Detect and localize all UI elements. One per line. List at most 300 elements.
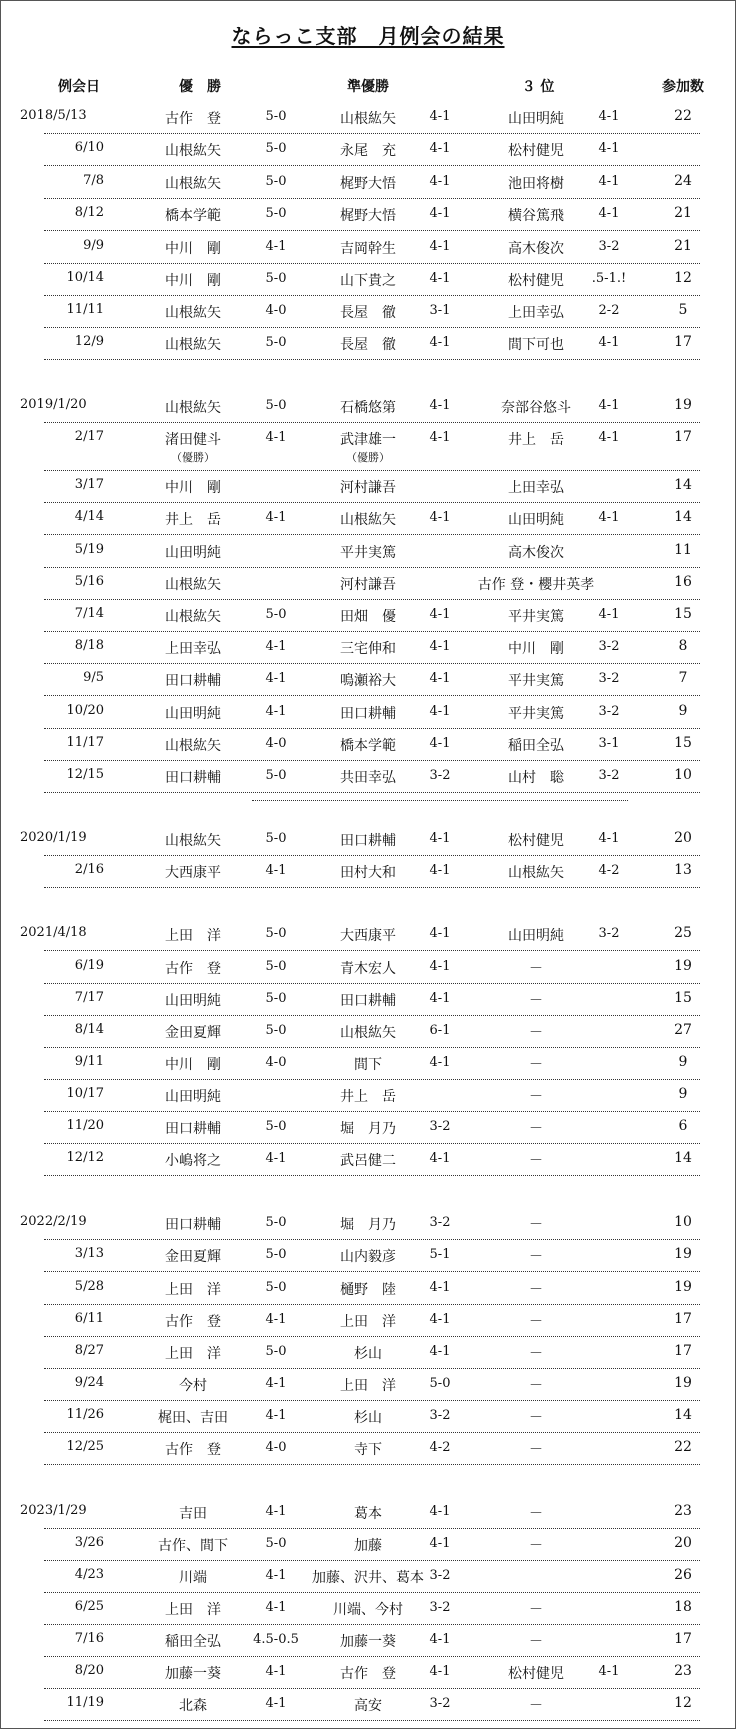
runner-up-name: 三宅伸和 xyxy=(340,641,396,657)
row-date: 12/12 xyxy=(66,1150,104,1165)
winner-score: 5-0 xyxy=(265,1536,287,1551)
runner-up-name: 永尾 充 xyxy=(340,143,396,159)
row-divider xyxy=(44,198,700,199)
participant-count: 19 xyxy=(674,1375,692,1391)
runner-up-score: 4-1 xyxy=(429,704,451,719)
winner-name: 山根紘矢 xyxy=(165,577,221,593)
runner-up-name: 上田 洋 xyxy=(340,1378,396,1394)
row-divider xyxy=(44,695,700,696)
winner-score: 5-0 xyxy=(265,926,287,941)
row-divider xyxy=(44,359,700,360)
header-date: 例会日 xyxy=(58,79,100,95)
row-date: 4/14 xyxy=(74,509,104,524)
runner-up-name: 田畑 優 xyxy=(340,609,396,625)
row-date: 2022/2/19 xyxy=(20,1214,87,1229)
row-date: 11/11 xyxy=(66,302,104,317)
third-place-score: 4-2 xyxy=(598,863,620,878)
row-divider xyxy=(44,1143,700,1144)
participant-count: 17 xyxy=(674,1343,692,1359)
runner-up-score: 4-1 xyxy=(429,607,451,622)
runner-up-score: 4-1 xyxy=(429,271,451,286)
row-divider xyxy=(44,1592,700,1593)
winner-score: 4-1 xyxy=(265,1151,287,1166)
runner-up-score: 4-1 xyxy=(429,141,451,156)
third-place-name: － xyxy=(529,1378,543,1394)
winner-score: 4-1 xyxy=(265,1696,287,1711)
winner-name: 金田夏輝 xyxy=(165,1025,221,1041)
runner-up-name: 古作 登 xyxy=(340,1666,396,1682)
header-second: 準優勝 xyxy=(347,79,389,95)
winner-score: 4-0 xyxy=(265,1055,287,1070)
third-place-name: 井上 岳 xyxy=(508,432,564,448)
winner-score: 4-1 xyxy=(265,1504,287,1519)
winner-score: 5-0 xyxy=(265,1344,287,1359)
row-divider xyxy=(44,855,700,856)
row-date: 6/25 xyxy=(74,1599,104,1614)
runner-up-score: 5-0 xyxy=(429,1376,451,1391)
third-place-name: 平井実篤 xyxy=(508,673,564,689)
winner-name: 梶田、吉田 xyxy=(158,1410,228,1426)
row-divider xyxy=(44,1720,700,1721)
row-date: 6/19 xyxy=(74,958,104,973)
winner-name: 大西康平 xyxy=(165,865,221,881)
winner-score: 5-0 xyxy=(265,206,287,221)
winner-score: 4-1 xyxy=(265,1376,287,1391)
row-date: 8/20 xyxy=(74,1663,104,1678)
participant-count: 20 xyxy=(674,830,692,846)
row-divider xyxy=(44,887,700,888)
row-divider xyxy=(44,534,700,535)
participant-count: 26 xyxy=(674,1567,692,1583)
header-third: ３ 位 xyxy=(521,79,555,95)
third-place-name: － xyxy=(529,993,543,1009)
runner-up-name: 高安 xyxy=(354,1698,382,1714)
third-place-score: 4-1 xyxy=(598,335,620,350)
participant-count: 17 xyxy=(674,334,692,350)
winner-name: 山根紘矢 xyxy=(165,305,221,321)
row-date: 2023/1/29 xyxy=(20,1503,87,1518)
row-divider xyxy=(44,230,700,231)
winner-score: 5-0 xyxy=(265,398,287,413)
winner-score: 4.5-0.5 xyxy=(253,1632,299,1647)
third-place-name: 平井実篤 xyxy=(508,609,564,625)
row-date: 12/15 xyxy=(66,767,104,782)
row-date: 9/9 xyxy=(83,238,104,253)
runner-up-name: 青木宏人 xyxy=(340,961,396,977)
row-date: 2/17 xyxy=(74,429,104,444)
header-first: 優 勝 xyxy=(179,79,221,95)
row-date: 12/9 xyxy=(74,334,104,349)
participant-count: 17 xyxy=(674,1311,692,1327)
participant-count: 14 xyxy=(674,509,692,525)
runner-up-score: 4-1 xyxy=(429,1312,451,1327)
winner-name: 古作、間下 xyxy=(158,1538,228,1554)
third-place-score: 4-1 xyxy=(598,831,620,846)
runner-up-name: 田口耕輔 xyxy=(340,993,396,1009)
winner-name: 川端 xyxy=(179,1570,207,1586)
participant-count: 22 xyxy=(674,1439,692,1455)
participant-count: 15 xyxy=(674,735,692,751)
row-date: 11/26 xyxy=(66,1407,104,1422)
third-place-score: 4-1 xyxy=(598,174,620,189)
row-divider xyxy=(44,1047,700,1048)
winner-score: 4-0 xyxy=(265,303,287,318)
row-divider xyxy=(44,470,700,471)
participant-count: 21 xyxy=(674,205,692,221)
winner-note: （優勝） xyxy=(171,451,215,464)
runner-up-score: 4-1 xyxy=(429,510,451,525)
third-place-score: 4-1 xyxy=(598,141,620,156)
row-divider xyxy=(44,1624,700,1625)
participant-count: 25 xyxy=(674,925,692,941)
participant-count: 7 xyxy=(678,670,688,686)
row-divider xyxy=(44,1079,700,1080)
runner-up-score: 4-1 xyxy=(429,1632,451,1647)
third-place-name: － xyxy=(529,1217,543,1233)
runner-up-name: 山根紘矢 xyxy=(340,111,396,127)
row-divider xyxy=(44,1111,700,1112)
row-date: 5/16 xyxy=(74,574,104,589)
winner-score: 5-0 xyxy=(265,1280,287,1295)
winner-score: 4-1 xyxy=(265,1600,287,1615)
runner-up-name: 間下 xyxy=(354,1057,382,1073)
row-date: 3/13 xyxy=(74,1246,104,1261)
third-place-name: 山村 聡 xyxy=(508,770,564,786)
winner-name: 山根紘矢 xyxy=(165,833,221,849)
runner-up-name: 梶野大悟 xyxy=(340,208,396,224)
row-date: 10/14 xyxy=(66,270,104,285)
third-place-name: － xyxy=(529,1314,543,1330)
row-date: 9/5 xyxy=(83,670,104,685)
third-place-name: 中川 剛 xyxy=(508,641,564,657)
third-place-score: 4-1 xyxy=(598,510,620,525)
participant-count: 10 xyxy=(674,1214,692,1230)
third-place-name: － xyxy=(529,1089,543,1105)
row-divider xyxy=(44,1560,700,1561)
runner-up-score: 4-1 xyxy=(429,1151,451,1166)
row-divider xyxy=(44,631,700,632)
winner-name: 今村 xyxy=(179,1378,207,1394)
third-place-score: 4-1 xyxy=(598,607,620,622)
winner-score: 4-0 xyxy=(265,1440,287,1455)
participant-count: 20 xyxy=(674,1535,692,1551)
participant-count: 9 xyxy=(678,1054,688,1070)
winner-score: 5-0 xyxy=(265,271,287,286)
third-place-name: － xyxy=(529,1153,543,1169)
row-date: 8/12 xyxy=(74,205,104,220)
runner-up-name: 山下貴之 xyxy=(340,273,396,289)
winner-score: 5-0 xyxy=(265,1247,287,1262)
row-divider xyxy=(44,1271,700,1272)
winner-name: 北森 xyxy=(179,1698,207,1714)
row-divider xyxy=(44,263,700,264)
third-place-name: 山田明純 xyxy=(508,512,564,528)
winner-name: 田口耕輔 xyxy=(165,1121,221,1137)
winner-score: 4-1 xyxy=(265,1664,287,1679)
third-place-name: 古作 登・櫻井英孝 xyxy=(477,577,595,593)
row-divider xyxy=(44,1432,700,1433)
row-divider xyxy=(44,1015,700,1016)
third-place-name: － xyxy=(529,1282,543,1298)
runner-up-score: 3-2 xyxy=(429,1696,451,1711)
runner-up-name: 加藤 xyxy=(354,1538,382,1554)
participant-count: 22 xyxy=(674,108,692,124)
third-place-name: 山根紘矢 xyxy=(508,865,564,881)
runner-up-name: 長屋 徹 xyxy=(340,337,396,353)
winner-score: 5-0 xyxy=(265,1023,287,1038)
third-place-name: － xyxy=(529,1249,543,1265)
runner-up-name: 武呂健二 xyxy=(340,1153,396,1169)
row-divider xyxy=(44,760,700,761)
winner-name: 山田明純 xyxy=(165,1089,221,1105)
row-date: 2019/1/20 xyxy=(20,397,87,412)
runner-up-name: 石橋悠第 xyxy=(340,400,396,416)
year-separator xyxy=(252,800,628,801)
third-place-name: 上田幸弘 xyxy=(508,480,564,496)
winner-name: 田口耕輔 xyxy=(165,770,221,786)
winner-name: 山田明純 xyxy=(165,993,221,1009)
row-divider xyxy=(44,1464,700,1465)
winner-name: 山根紘矢 xyxy=(165,400,221,416)
winner-name: 小嶋将之 xyxy=(165,1153,221,1169)
participant-count: 12 xyxy=(674,270,692,286)
runner-up-name: 河村謙吾 xyxy=(340,577,396,593)
winner-name: 上田 洋 xyxy=(165,1602,221,1618)
runner-up-score: 4-1 xyxy=(429,398,451,413)
runner-up-name: 寺下 xyxy=(354,1442,382,1458)
third-place-name: － xyxy=(529,1025,543,1041)
runner-up-name: 橋本学範 xyxy=(340,738,396,754)
runner-up-score: 4-1 xyxy=(429,991,451,1006)
participant-count: 23 xyxy=(674,1503,692,1519)
third-place-score: 3-2 xyxy=(598,239,620,254)
header-participants: 参加数 xyxy=(662,79,704,95)
winner-score: 4-1 xyxy=(265,239,287,254)
third-place-name: － xyxy=(529,961,543,977)
row-date: 3/26 xyxy=(74,1535,104,1550)
third-place-name: 松村健児 xyxy=(508,273,564,289)
participant-count: 14 xyxy=(674,1150,692,1166)
runner-up-name: 堀 月乃 xyxy=(340,1217,396,1233)
runner-up-name: 樋野 陸 xyxy=(340,1282,396,1298)
third-place-score: 3-2 xyxy=(598,639,620,654)
third-place-score: 4-1 xyxy=(598,430,620,445)
winner-score: 4-1 xyxy=(265,704,287,719)
runner-up-note: （優勝） xyxy=(346,451,390,464)
runner-up-name: 川端、今村 xyxy=(333,1602,403,1618)
third-place-score: .5-1.! xyxy=(591,271,627,286)
participant-count: 12 xyxy=(674,1695,692,1711)
runner-up-score: 3-2 xyxy=(429,1568,451,1583)
runner-up-name: 武津雄一 xyxy=(340,432,396,448)
winner-name: 山根紘矢 xyxy=(165,738,221,754)
row-divider xyxy=(44,1368,700,1369)
row-date: 9/11 xyxy=(74,1054,104,1069)
third-place-name: － xyxy=(529,1410,543,1426)
winner-name: 吉田 xyxy=(179,1506,207,1522)
winner-name: 中川 剛 xyxy=(165,241,221,257)
winner-name: 稲田全弘 xyxy=(165,1634,221,1650)
winner-name: 山根紘矢 xyxy=(165,337,221,353)
third-place-score: 3-1 xyxy=(598,736,620,751)
runner-up-score: 4-1 xyxy=(429,335,451,350)
runner-up-name: 田村大和 xyxy=(340,865,396,881)
third-place-name: 高木俊次 xyxy=(508,241,564,257)
winner-score: 5-0 xyxy=(265,607,287,622)
winner-name: 渚田健斗 xyxy=(165,432,221,448)
third-place-score: 4-1 xyxy=(598,398,620,413)
runner-up-name: 井上 岳 xyxy=(340,1089,396,1105)
third-place-name: 稲田全弘 xyxy=(508,738,564,754)
participant-count: 27 xyxy=(674,1022,692,1038)
winner-score: 5-0 xyxy=(265,335,287,350)
participant-count: 5 xyxy=(678,302,688,318)
winner-name: 田口耕輔 xyxy=(165,673,221,689)
runner-up-score: 4-1 xyxy=(429,109,451,124)
runner-up-name: 山根紘矢 xyxy=(340,512,396,528)
row-divider xyxy=(44,1304,700,1305)
winner-name: 田口耕輔 xyxy=(165,1217,221,1233)
runner-up-name: 吉岡幹生 xyxy=(340,241,396,257)
winner-score: 4-0 xyxy=(265,736,287,751)
winner-name: 上田 洋 xyxy=(165,1346,221,1362)
participant-count: 19 xyxy=(674,1279,692,1295)
winner-name: 山田明純 xyxy=(165,545,221,561)
third-place-score: 4-1 xyxy=(598,206,620,221)
runner-up-name: 平井実篤 xyxy=(340,545,396,561)
runner-up-name: 大西康平 xyxy=(340,928,396,944)
participant-count: 15 xyxy=(674,990,692,1006)
row-date: 10/17 xyxy=(66,1086,104,1101)
participant-count: 23 xyxy=(674,1663,692,1679)
runner-up-name: 田口耕輔 xyxy=(340,833,396,849)
runner-up-score: 6-1 xyxy=(429,1023,451,1038)
row-date: 10/20 xyxy=(66,703,104,718)
runner-up-score: 3-2 xyxy=(429,1119,451,1134)
runner-up-name: 田口耕輔 xyxy=(340,706,396,722)
winner-name: 上田 洋 xyxy=(165,928,221,944)
runner-up-name: 葛本 xyxy=(354,1506,382,1522)
third-place-name: 山田明純 xyxy=(508,111,564,127)
runner-up-name: 山内毅彦 xyxy=(340,1249,396,1265)
winner-name: 中川 剛 xyxy=(165,273,221,289)
winner-name: 山根紘矢 xyxy=(165,609,221,625)
participant-count: 11 xyxy=(674,542,692,558)
winner-name: 上田幸弘 xyxy=(165,641,221,657)
row-date: 4/23 xyxy=(74,1567,104,1582)
third-place-name: － xyxy=(529,1698,543,1714)
row-divider xyxy=(44,165,700,166)
row-date: 7/14 xyxy=(74,606,104,621)
participant-count: 17 xyxy=(674,429,692,445)
row-divider xyxy=(44,502,700,503)
third-place-name: 高木俊次 xyxy=(508,545,564,561)
row-date: 2/16 xyxy=(74,862,104,877)
runner-up-score: 4-1 xyxy=(429,430,451,445)
runner-up-score: 4-1 xyxy=(429,1536,451,1551)
third-place-name: 松村健児 xyxy=(508,833,564,849)
third-place-name: 上田幸弘 xyxy=(508,305,564,321)
runner-up-name: 加藤一葵 xyxy=(340,1634,396,1650)
winner-name: 中川 剛 xyxy=(165,1057,221,1073)
winner-name: 山根紘矢 xyxy=(165,176,221,192)
winner-name: 加藤一葵 xyxy=(165,1666,221,1682)
row-divider xyxy=(44,133,700,134)
third-place-name: 山田明純 xyxy=(508,928,564,944)
runner-up-name: 長屋 徹 xyxy=(340,305,396,321)
winner-name: 井上 岳 xyxy=(165,512,221,528)
runner-up-name: 共田幸弘 xyxy=(340,770,396,786)
third-place-name: － xyxy=(529,1506,543,1522)
row-divider xyxy=(44,567,700,568)
runner-up-score: 4-1 xyxy=(429,1504,451,1519)
runner-up-name: 梶野大悟 xyxy=(340,176,396,192)
participant-count: 19 xyxy=(674,958,692,974)
runner-up-score: 4-1 xyxy=(429,736,451,751)
runner-up-score: 4-1 xyxy=(429,1055,451,1070)
runner-up-name: 山根紘矢 xyxy=(340,1025,396,1041)
row-date: 3/17 xyxy=(74,477,104,492)
third-place-score: 4-1 xyxy=(598,109,620,124)
row-divider xyxy=(44,1239,700,1240)
winner-score: 4-1 xyxy=(265,1568,287,1583)
runner-up-score: 4-1 xyxy=(429,206,451,221)
winner-score: 4-1 xyxy=(265,510,287,525)
winner-name: 古作 登 xyxy=(165,1314,221,1330)
third-place-score: 3-2 xyxy=(598,671,620,686)
third-place-name: － xyxy=(529,1057,543,1073)
winner-name: 中川 剛 xyxy=(165,480,221,496)
row-divider xyxy=(44,1688,700,1689)
participant-count: 14 xyxy=(674,477,692,493)
winner-name: 上田 洋 xyxy=(165,1282,221,1298)
participant-count: 8 xyxy=(678,638,688,654)
row-date: 2018/5/13 xyxy=(20,108,87,123)
row-date: 11/20 xyxy=(66,1118,104,1133)
third-place-name: 横谷篤飛 xyxy=(508,208,564,224)
participant-count: 21 xyxy=(674,238,692,254)
winner-score: 5-0 xyxy=(265,1119,287,1134)
winner-score: 4-1 xyxy=(265,671,287,686)
third-place-name: － xyxy=(529,1121,543,1137)
row-divider xyxy=(44,327,700,328)
third-place-score: 4-1 xyxy=(598,1664,620,1679)
row-divider xyxy=(44,983,700,984)
runner-up-name: 加藤、沢井、葛本 xyxy=(312,1570,424,1586)
runner-up-score: 3-2 xyxy=(429,768,451,783)
row-divider xyxy=(44,950,700,951)
row-date: 8/27 xyxy=(74,1343,104,1358)
row-divider xyxy=(44,663,700,664)
runner-up-score: 4-1 xyxy=(429,174,451,189)
third-place-name: 池田将樹 xyxy=(508,176,564,192)
row-date: 8/18 xyxy=(74,638,104,653)
participant-count: 18 xyxy=(674,1599,692,1615)
participant-count: 9 xyxy=(678,1086,688,1102)
row-date: 8/14 xyxy=(74,1022,104,1037)
row-divider xyxy=(44,295,700,296)
row-date: 12/25 xyxy=(66,1439,104,1454)
third-place-name: － xyxy=(529,1634,543,1650)
winner-score: 4-1 xyxy=(265,1408,287,1423)
runner-up-score: 4-1 xyxy=(429,959,451,974)
third-place-score: 3-2 xyxy=(598,768,620,783)
row-divider xyxy=(44,728,700,729)
runner-up-name: 上田 洋 xyxy=(340,1314,396,1330)
runner-up-name: 堀 月乃 xyxy=(340,1121,396,1137)
third-place-name: 奈部谷悠斗 xyxy=(501,400,571,416)
winner-name: 古作 登 xyxy=(165,961,221,977)
